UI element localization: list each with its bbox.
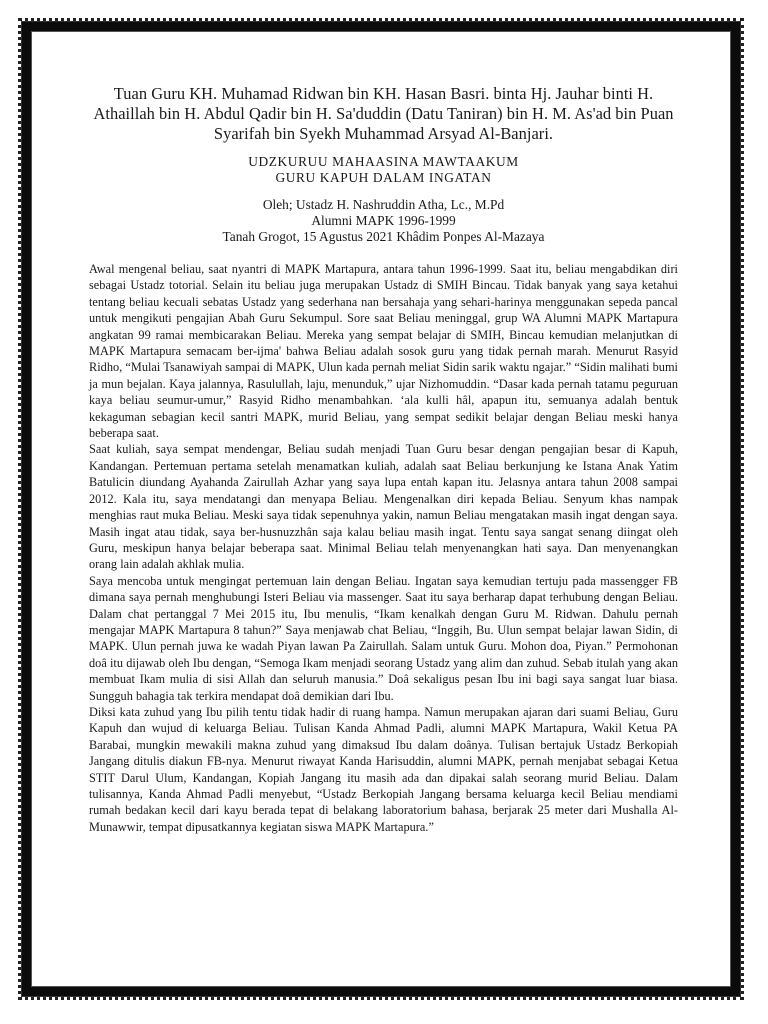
place-date-line: Tanah Grogot, 15 Agustus 2021 Khâdim Ponpes Al-Mazaya bbox=[222, 229, 545, 244]
paragraph: Awal mengenal beliau, saat nyantri di MAPK Martapura, antara tahun 1996-1999. Saat itu, beliau mengabdikan diri sebagai Ustadz totorial. Selain itu beliau juga merupakan Ustadz di SMIH Bincau. Tidak banyak yang saya ketahui tentang beliau kecuali sebatas Ustadz yang sederhana nan bersahaja yang sehari-harinya menggunakan sepeda pancal untuk mengikuti pengajian Abah Guru Sekumpul. Sore saat Beliau meninggal, grup WA Alumni MAPK Martapura angkatan 99 ramai membicarakan Beliau. Mereka yang sempat belajar di SMIH, Bincau kemudian melanjutkan di MAPK Martapura semacam ber-ijma' bahwa Beliau adalah sosok guru yang tidak pernah marah. Menurut Rasyid Ridho, “Mulai Tsanawiyah sampai di MAPK, Ulun kada pernah meliat Sidin sarik waktu ngajar.” “Sidin malihati bumi ja mun bejalan. Kaya jalannya, Rasulullah, laju, menunduk,” ujar Nizhomuddin. “Dasar kada pernah tatamu peguruan kaya beliau seumur-umur,” Rasyid Ridho menambahkan. ‘ala kulli hâl, apapun itu, semuanya adalah bentuk kekaguman sebagian kecil santri MAPK, murid Beliau, yang sempat sedikit belajar dengan Beliau meski hanya beberapa saat. bbox=[89, 262, 678, 441]
heading-line-1: UDZKURUU MAHAASINA MAWTAAKUM bbox=[248, 154, 519, 169]
paragraph: Saat kuliah, saya sempat mendengar, Beliau sudah menjadi Tuan Guru besar dengan pengajian besar di Kapuh, Kandangan. Pertemuan pertama setelah menamatkan kuliah, adalah saat Beliau berkunjung ke Istana Anak Yatim Batulicin diundang Ayahanda Zairullah Azhar yang saya lupa entah kapan itu. Jelasnya antara tahun 2008 sampai 2012. Kala itu, saya mendatangi dan menyapa Beliau. Mengenalkan diri kepada Beliau. Senyum khas nampak menghias raut muka Beliau. Meski saya tidak sepenuhnya yakin, namun Beliau mengatakan masih ingat dengan saya. Masih ingat atau tidak, saya ber-husnuzzhân saja kalau beliau masih ingat. Tentu saya sangat senang diingat oleh Guru, meskipun hanya belajar beberapa saat. Minimal Beliau telah menyenangkan hati saya. Dan menyenangkan orang lain adalah akhlak mulia. bbox=[89, 442, 678, 572]
article-text bbox=[89, 261, 678, 835]
author-line: Oleh; Ustadz H. Nashruddin Atha, Lc., M.Pd bbox=[262, 197, 505, 212]
document-body bbox=[89, 84, 678, 835]
author-block bbox=[89, 197, 678, 245]
paragraph: Diksi kata zuhud yang Ibu pilih tentu tidak hadir di ruang hampa. Namun merupakan ajaran dari suami Beliau, Guru Kapuh dan wujud di keluarga Beliau. Tulisan Kanda Ahmad Padli, alumni MAPK Martapura, Wakil Ketua PA Barabai, mungkin mewakili makna zuhud yang dimaksud Ibu dalam doânya. Tulisan bertajuk Ustadz Berkopiah Jangang ditulis diakun FB-nya. Menurut riwayat Kanda Harisuddin, alumni MAPK, pernah menjabat sebagai Ketua STIT Darul Ulum, Kandangan, Kopiah Jangang itu masih ada dan dipakai salah seorang murid Beliau. Dalam tulisannya, Kanda Ahmad Padli menyebut, “Ustadz Berkopiah Jangang bersama keluarga kecil Beliau mendiami rumah bedakan kecil dari kayu berada tepat di belakang laboratorium bahasa, berjarak 25 meter dari Mushalla Al-Munawwir, tempat dipusatkannya kegiatan siswa MAPK Martapura.” bbox=[89, 704, 678, 834]
article-heading bbox=[89, 154, 678, 185]
paragraph: Saya mencoba untuk mengingat pertemuan lain dengan Beliau. Ingatan saya kemudian tertuju pada massengger FB dimana saya pernah menghubungi Isteri Beliau via massenger. Saat itu saya berharap dapat terhubung dengan Beliau. Dalam chat pertanggal 7 Mei 2015 itu, Ibu menulis, “Ikam kenalkah dengan Guru M. Ridwan. Dahulu pernah mengajar MAPK Martapura 8 tahun?” Saya menjawab chat Beliau, “Inggih, Bu. Ulun sempat belajar lawan Sidin, di MAPK. Ulun pernah juwa ke wadah Piyan lawan Pa Zairullah. Salam untuk Guru. Mohon doa, Piyan.” Permohonan doâ itu dijawab oleh Ibu dengan, “Semoga Ikam menjadi seorang Ustadz yang alim dan zuhud. Sebab itulah yang akan membuat Ikam mulia di sisi Allah dan seluruh manusia.” Doâ sekaligus pesan Ibu ini bagi saya sangat luar biasa. Sungguh bahagia tak terkira mendapat doâ demikian dari Ibu. bbox=[89, 573, 678, 703]
document-title: Tuan Guru KH. Muhamad Ridwan bin KH. Hasan Basri. binta Hj. Jauhar binti H. Athaillah bin H. Abdul Qadir bin H. Sa'duddin (Datu Taniran) bin H. M. As'ad bin Puan Syarifah bin Syekh Muhammad Arsyad Al-Banjari. bbox=[93, 84, 674, 143]
heading-line-2: GURU KAPUH DALAM INGATAN bbox=[275, 169, 492, 185]
alumni-line: Alumni MAPK 1996-1999 bbox=[311, 213, 456, 228]
